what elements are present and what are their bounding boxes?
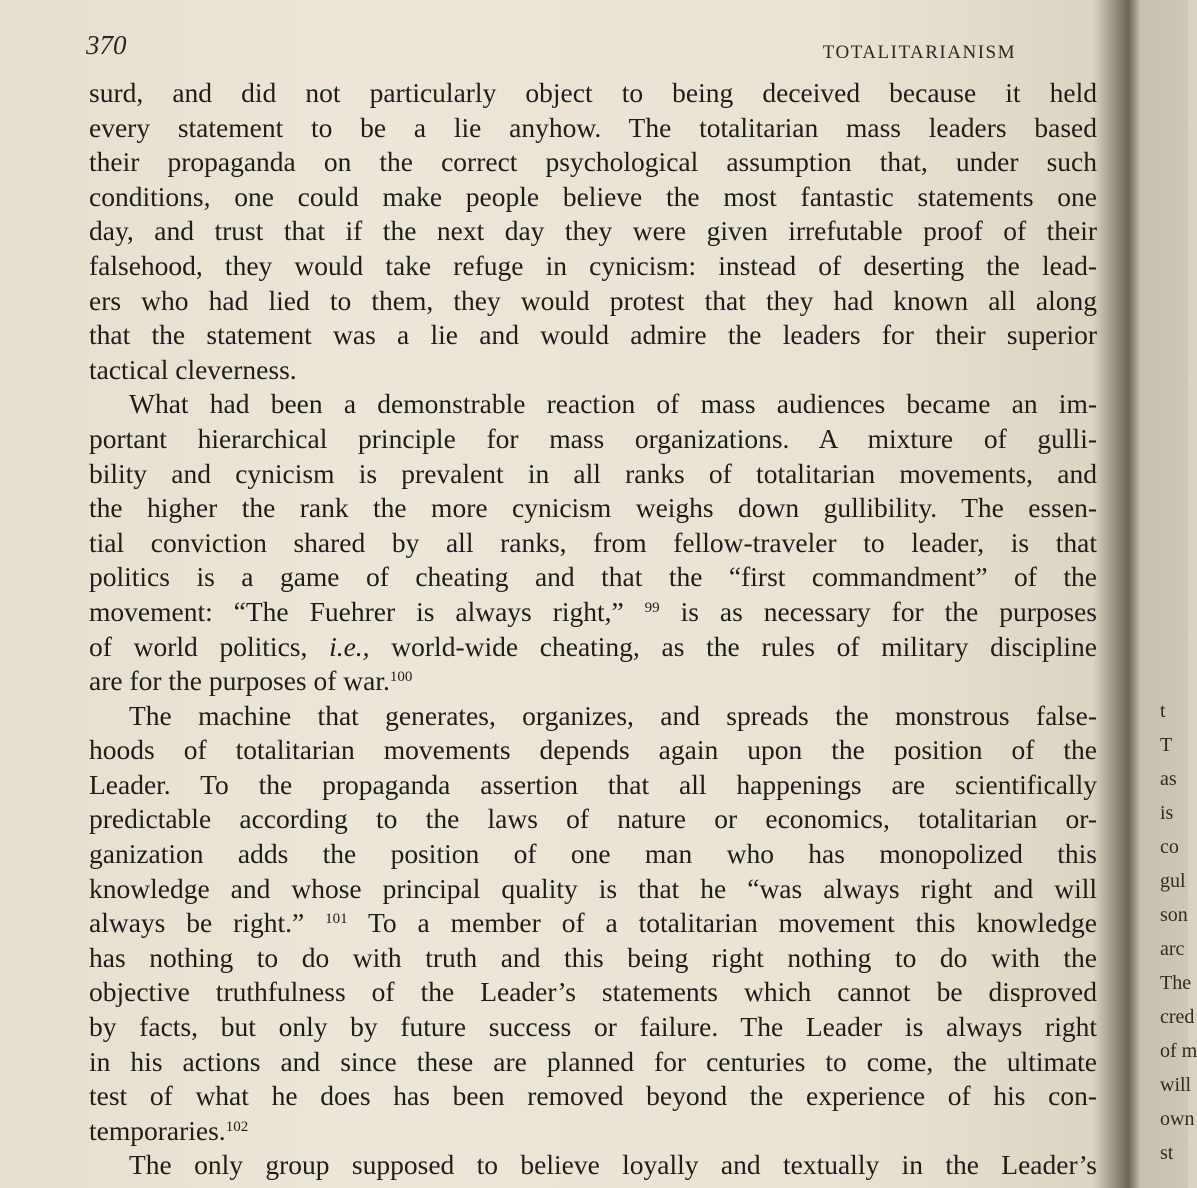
margin-fragment: The (1160, 972, 1192, 994)
text-line (89, 630, 1097, 665)
text-line: ers who had lied to them, they would protest that they had known all along (89, 284, 1097, 316)
paragraph-2 (89, 387, 1097, 698)
text-line: test of what he does has been removed beyond the experience of his con- (89, 1080, 1097, 1112)
margin-fragment: co (1160, 836, 1179, 858)
text-line: politics is a game of cheating and that the “first commandment” of the (89, 561, 1097, 593)
footnote-ref-102: 102 (225, 1118, 249, 1135)
text-line: The machine that generates, organizes, and spreads the monstrous false- (129, 699, 1097, 731)
margin-fragment: son (1160, 904, 1188, 926)
text-line (89, 906, 1097, 941)
margin-fragment: T (1160, 734, 1173, 756)
text-line: day, and trust that if the next day they were given irrefutable proof of their (89, 215, 1097, 247)
text-fragment: are for the purposes of war. (89, 665, 390, 697)
margin-fragment: own (1160, 1108, 1195, 1130)
text-line: portant hierarchical principle for mass organizations. A mixture of gulli- (89, 422, 1097, 454)
text-line: tactical cleverness. (89, 353, 297, 385)
text-line: by facts, but only by future success or failure. The Leader is always right (89, 1011, 1097, 1043)
margin-fragment: t (1160, 700, 1166, 722)
text-line: every statement to be a lie anyhow. The totalitarian mass leaders based (89, 111, 1097, 143)
text-line: in his actions and since these are planned for centuries to come, the ultimate (89, 1045, 1097, 1077)
footnote-ref-101: 101 (325, 911, 348, 928)
text-line (89, 664, 1097, 699)
text-line: their propaganda on the correct psychological assumption that, under such (89, 146, 1097, 178)
page-header (86, 30, 1016, 70)
text-line: The only group supposed to believe loyally and textually in the Leader’s (129, 1149, 1097, 1181)
margin-fragment: as (1160, 768, 1177, 790)
text-line: What had been a demonstrable reaction of mass audiences became an im- (129, 388, 1097, 420)
text-line: ganization adds the position of one man who has monopolized this (89, 838, 1097, 870)
margin-fragment: gul (1160, 870, 1186, 892)
text-line (89, 1114, 1097, 1149)
running-head: TOTALITARIANISM (822, 42, 1016, 63)
text-line: that the statement was a lie and would admire the leaders for their superior (89, 319, 1097, 351)
body-text (89, 76, 1097, 1183)
text-fragment: always be right.” (89, 907, 326, 939)
text-line: bility and cynicism is prevalent in all ranks of totalitarian movements, and (89, 457, 1097, 489)
text-line (89, 595, 1097, 630)
paragraph-1 (89, 76, 1097, 387)
text-line: has nothing to do with truth and this being right nothing to do with the (89, 941, 1097, 973)
margin-fragment: st (1160, 1142, 1174, 1164)
text-line: objective truthfulness of the Leader’s statements which cannot be disproved (89, 976, 1097, 1008)
text-fragment: is as necessary for the purposes (659, 595, 1097, 627)
text-line: tial conviction shared by all ranks, from fellow-traveler to leader, is that (89, 526, 1097, 558)
text-line: hoods of totalitarian movements depends again upon the position of the (89, 734, 1097, 766)
paragraph-4 (89, 1148, 1097, 1183)
text-fragment: temporaries. (89, 1114, 226, 1146)
margin-fragment: will (1160, 1074, 1192, 1096)
text-line: the higher the rank the more cynicism weighs down gullibility. The essen- (89, 492, 1097, 524)
text-line: falsehood, they would take refuge in cynicism: instead of deserting the lead- (89, 249, 1097, 281)
text-line: conditions, one could make people believe the most fantastic statements one (89, 180, 1097, 212)
text-fragment: movement: “The Fuehrer is always right,” (89, 595, 645, 627)
text-line: Leader. To the propaganda assertion that all happenings are scientifically (89, 768, 1097, 800)
text-line: knowledge and whose principal quality is that he “was always right and will (89, 872, 1097, 904)
text-fragment: world-wide cheating, as the rules of military discipline (369, 630, 1097, 662)
adjacent-page-edge (1160, 700, 1197, 1188)
text-fragment: of world politics, (89, 630, 330, 662)
page-number: 370 (86, 30, 127, 60)
margin-fragment: of m (1160, 1040, 1197, 1062)
text-fragment: To a member of a totalitarian movement this knowledge (347, 907, 1097, 939)
footnote-ref-99: 99 (644, 599, 660, 616)
margin-fragment: arc (1160, 938, 1185, 960)
italic-text: i.e., (329, 630, 370, 662)
text-line: predictable according to the laws of nature or economics, totalitarian or- (89, 803, 1097, 835)
margin-fragment: cred (1160, 1006, 1195, 1028)
text-line: surd, and did not particularly object to being deceived because it held (89, 77, 1097, 108)
footnote-ref-100: 100 (389, 669, 413, 686)
paragraph-3 (89, 699, 1097, 1149)
margin-fragment: is (1160, 802, 1174, 824)
